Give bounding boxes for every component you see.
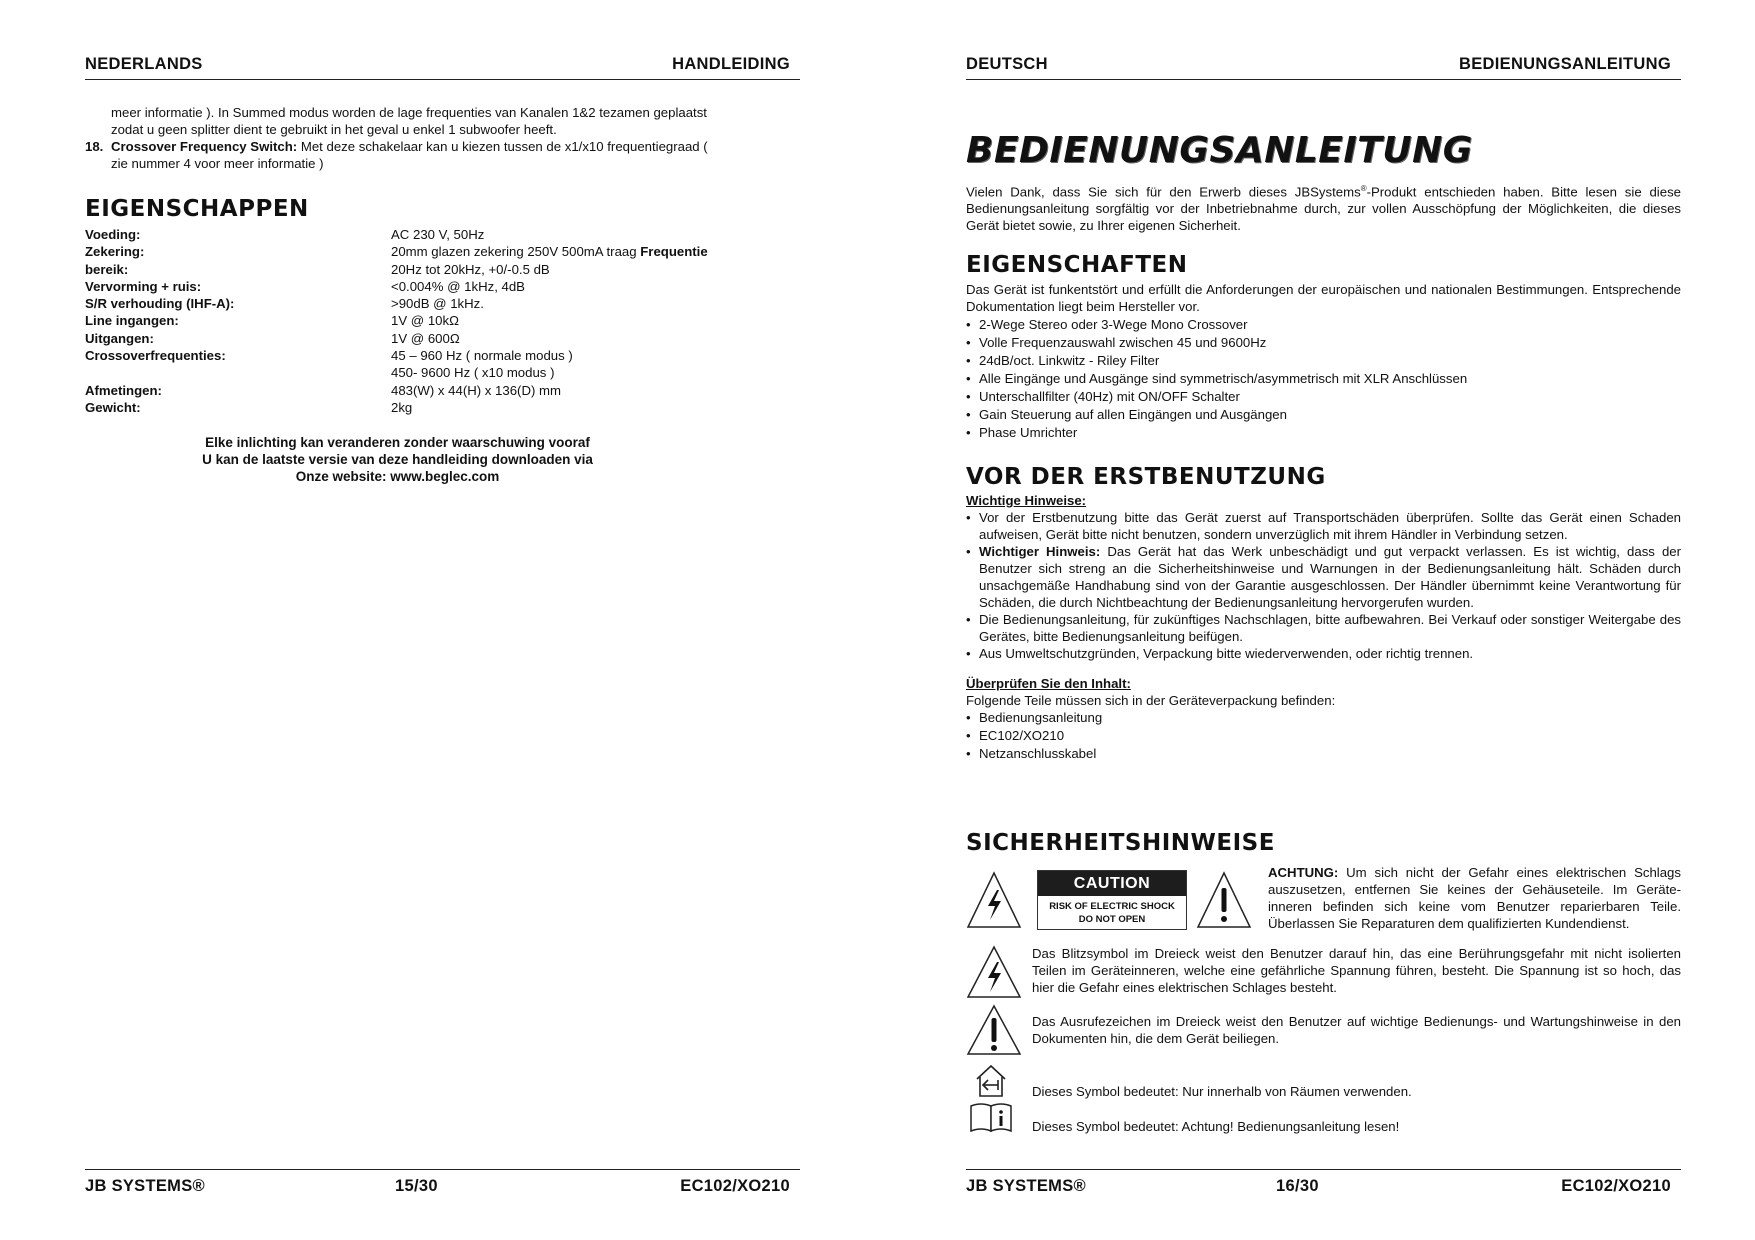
footer-brand: JB SYSTEMS® — [85, 1177, 205, 1195]
spec-value: <0.004% @ 1kHz, 4dB — [391, 278, 525, 294]
spec-row — [85, 364, 800, 381]
spec-key: Voeding: — [85, 227, 141, 242]
achtung-text: Um sich nicht der Gefahr eines elektrischen Schlags auszusetzen, entfernen Sie keines der Gehäuseteile. Im Geräte-inneren befinden sich keine vom Benutzer reparierbaren Teile. Überlassen Sie Reparaturen dem qualifizierten Kundendienst. — [1268, 865, 1681, 931]
spec-key: bereik: — [85, 261, 129, 277]
spec-value: >90dB @ 1kHz. — [391, 296, 484, 312]
spec-row — [85, 347, 800, 364]
registered-mark: ® — [1360, 184, 1367, 193]
item-label: Crossover Frequency Switch: — [111, 139, 298, 154]
spec-key: Afmetingen: — [85, 382, 162, 398]
spec-value-bold: Frequentie — [640, 244, 708, 260]
spec-key: S/R verhouding (IHF-A): — [85, 296, 235, 312]
spec-row — [85, 295, 800, 312]
spec-row — [85, 243, 800, 260]
notice-line: U kan de laatste versie van deze handleiding downloaden via — [202, 452, 593, 467]
features-heading: EIGENSCHAFTEN — [966, 252, 1188, 278]
spec-value: 20Hz tot 20kHz, +0/-0.5 dB — [391, 261, 550, 277]
header-title: BEDIENUNGSANLEITUNG — [1459, 55, 1671, 73]
page-footer — [966, 1169, 1681, 1198]
intro-line: zodat u geen splitter dient te gebruikt in het geval u enkel 1 subwoofer heeft. — [111, 122, 557, 137]
list-item: • Vor der Erstbenutzung bitte das Gerät zuerst auf Transportschäden überprüfen. Sollte das Gerät einen Schaden aufweisen, Gerät bitte nicht benutzen, sondern unverzüglich mit ihrem Händler in Verbindung setzen. — [966, 509, 1681, 543]
spec-value: 1V @ 600Ω — [391, 330, 460, 346]
footer-brand: JB SYSTEMS® — [966, 1177, 1086, 1195]
safety-heading: SICHERHEITSHINWEISE — [966, 830, 1275, 856]
notice-line: Elke inlichting kan veranderen zonder waarschuwing vooraf — [205, 435, 590, 450]
caution-line: DO NOT OPEN — [1078, 914, 1146, 925]
features-section — [966, 281, 1681, 442]
spec-value: 450- 9600 Hz ( x10 modus ) — [391, 365, 555, 381]
achtung-paragraph — [1268, 864, 1681, 932]
footer-model: EC102/XO210 — [1561, 1177, 1671, 1195]
features-heading: EIGENSCHAPPEN — [85, 196, 309, 222]
spec-row — [85, 399, 800, 416]
exclamation-warning-icon — [1196, 870, 1252, 930]
spec-value: 1V @ 10kΩ — [391, 313, 459, 329]
spec-value: AC 230 V, 50Hz — [391, 227, 485, 242]
list-item: • Netzanschlusskabel — [966, 745, 1681, 763]
left-page — [85, 0, 800, 1240]
exclamation-description: Das Ausrufezeichen im Dreieck weist den Benutzer auf wichtige Bedienungs- und Wartungshinweise in den Dokumenten hin, die dem Gerät beiliegen. — [1032, 1014, 1681, 1046]
important-label: Wichtige Hinweise: — [966, 493, 1087, 508]
spec-key: Line ingangen: — [85, 313, 179, 329]
caution-label — [1037, 870, 1187, 930]
list-item: • 2-Wege Stereo oder 3-Wege Mono Crossover — [966, 316, 1681, 334]
intro-text — [85, 104, 800, 138]
indoor-use-icon — [974, 1063, 1008, 1099]
spec-key: Crossoverfrequenties: — [85, 348, 226, 364]
important-list — [966, 509, 1681, 662]
spec-row — [85, 278, 800, 295]
list-item: • 24dB/oct. Linkwitz - Riley Filter — [966, 352, 1681, 370]
list-item: • Volle Frequenzauswahl zwischen 45 und 9600Hz — [966, 334, 1681, 352]
footer-page-number: 16/30 — [1276, 1177, 1319, 1195]
spec-key: Zekering: — [85, 244, 145, 260]
item-18 — [85, 138, 800, 172]
page-footer — [85, 1169, 800, 1198]
list-item: • Bedienungsanleitung — [966, 709, 1681, 727]
update-notice — [85, 434, 800, 485]
spec-row — [85, 330, 800, 347]
lightning-triangle-icon — [966, 944, 1022, 1000]
spec-value: 45 – 960 Hz ( normale modus ) — [391, 348, 573, 364]
lightning-description: Das Blitzsymbol im Dreieck weist den Benutzer darauf hin, das eine Berührungsgefahr mit nicht isolierten Teilen im Geräteinneren, welche eine gefährliche Spannung führen, besteht. Die Spannung ist so hoch, das hier die Gefahr eines elektrischen Schlages besteht. — [1032, 946, 1681, 995]
list-item: • Phase Umrichter — [966, 424, 1681, 442]
item-number: 18. — [85, 139, 104, 154]
right-page — [966, 0, 1681, 1240]
intro-text: Vielen Dank, dass Sie sich für den Erwerb dieses JBSystems — [966, 184, 1361, 200]
achtung-label: ACHTUNG: — [1268, 865, 1339, 880]
read-manual-icon — [968, 1100, 1014, 1134]
check-contents-label: Überprüfen Sie den Inhalt: — [966, 676, 1131, 691]
warning-text: Das Gerät hat das Werk unbeschädigt und gut verpackt verlassen. Es ist wichtig, dass der Benutzer sich streng an die Sicherheitshinweise und Warnungen in der Bedienungsanleitung hält. Schäden durch unsachgemäße Handhabung sind von der Garantie ausgeschlossen. Der Händler übernimmt keine Verantwortung für Schäden, die durch Nichtbeachtung der Bedienungsanleitung hervorgerufen wurden. — [979, 544, 1682, 610]
features-list — [966, 316, 1681, 442]
manual-title: BEDIENUNGSANLEITUNG — [966, 130, 1473, 171]
item-text-cont: zie nummer 4 voor meer informatie ) — [111, 156, 324, 171]
list-item: • EC102/XO210 — [966, 727, 1681, 745]
page-header — [85, 55, 800, 80]
warning-label: Wichtiger Hinweis: — [979, 544, 1101, 559]
list-item: • Gain Steuerung auf allen Eingängen und Ausgängen — [966, 406, 1681, 424]
spec-row — [85, 382, 800, 399]
spec-row — [85, 226, 800, 243]
footer-page-number: 15/30 — [395, 1177, 438, 1195]
lightning-warning-icon — [966, 870, 1022, 930]
spec-key: Uitgangen: — [85, 330, 154, 346]
header-language: DEUTSCH — [966, 55, 1048, 73]
before-use-heading: VOR DER ERSTBENUTZUNG — [966, 464, 1326, 490]
spec-value-text: 20mm glazen zekering 250V 500mA traag — [391, 244, 641, 260]
spec-key: Vervorming + ruis: — [85, 278, 202, 294]
check-contents-intro: Folgende Teile müssen sich in der Geräteverpackung befinden: — [966, 693, 1336, 708]
list-item: • Unterschallfilter (40Hz) mit ON/OFF Schalter — [966, 388, 1681, 406]
features-intro: Das Gerät ist funkentstört und erfüllt die Anforderungen der europäischen und nationalen Bestimmungen. Entsprechende Dokumentation liegt beim Hersteller vor. — [966, 282, 1681, 314]
list-item: • Alle Eingänge und Ausgänge sind symmetrisch/asymmetrisch mit XLR Anschlüssen — [966, 370, 1681, 388]
indoor-use-description: Dieses Symbol bedeutet: Nur innerhalb von Räumen verwenden. — [1032, 1084, 1412, 1099]
intro-line: meer informatie ). In Summed modus worden de lage frequenties van Kanalen 1&2 tezamen geplaatst — [111, 105, 707, 120]
header-title: HANDLEIDING — [672, 55, 790, 73]
notice-line: Onze website: www.beglec.com — [295, 469, 500, 484]
spec-row — [85, 261, 800, 278]
header-language: NEDERLANDS — [85, 55, 203, 73]
spec-value: 483(W) x 44(H) x 136(D) mm — [391, 382, 561, 398]
read-manual-description: Dieses Symbol bedeutet: Achtung! Bedienungsanleitung lesen! — [1032, 1119, 1400, 1134]
item-text: Met deze schakelaar kan u kiezen tussen de x1/x10 frequentiegraad ( — [297, 139, 708, 154]
spec-table — [85, 226, 800, 416]
exclamation-triangle-icon — [966, 1003, 1022, 1057]
list-item: • Aus Umweltschutzgründen, Verpackung bitte wiederverwenden, oder richtig trennen. — [966, 645, 1681, 662]
spec-key: Gewicht: — [85, 399, 141, 415]
caution-line: RISK OF ELECTRIC SHOCK — [1049, 901, 1175, 912]
intro-paragraph — [966, 180, 1681, 234]
intro-text-cont: -Produkt entschieden haben. Bitte lesen sie diese Bedienungsanleitung sorgfältig vor der Inbetriebnahme durch, zur vollen Ausschöpfung der Möglichkeiten, die dieses Gerät bietet sowie, zu Ihrer eigenen Sicherheit. — [966, 184, 1681, 234]
list-item — [966, 543, 1681, 611]
spec-value — [391, 243, 708, 260]
spec-value: 2kg — [391, 399, 413, 415]
list-item: • Die Bedienungsanleitung, für zukünftiges Nachschlagen, bitte aufbewahren. Bei Verkauf oder sonstiger Weitergabe des Gerätes, bitte Bedienungsanleitung beifügen. — [966, 611, 1681, 645]
spec-row — [85, 312, 800, 329]
page-header — [966, 55, 1681, 80]
before-use-section — [966, 492, 1681, 763]
caution-subtitle — [1038, 900, 1186, 926]
contents-list — [966, 709, 1681, 763]
footer-model: EC102/XO210 — [680, 1177, 790, 1195]
caution-title: CAUTION — [1038, 871, 1186, 896]
